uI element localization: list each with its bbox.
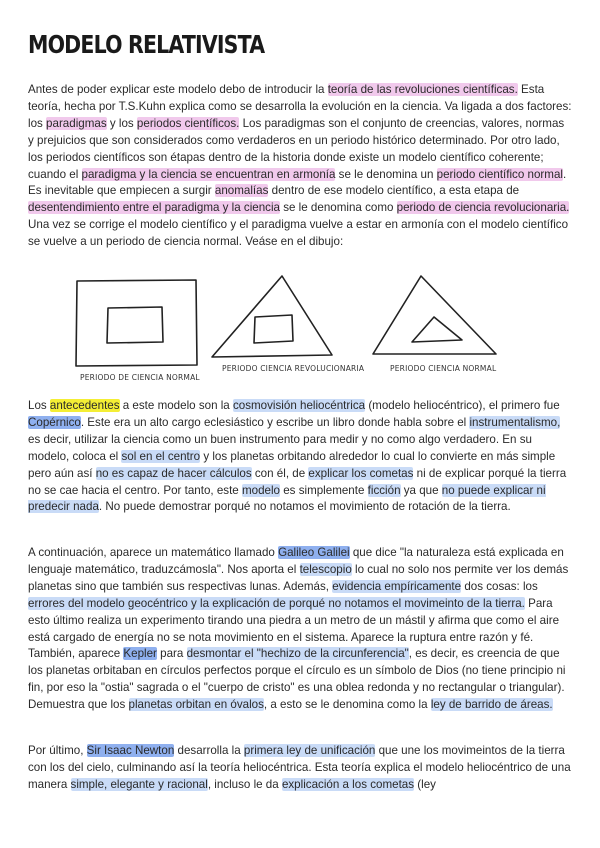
- highlighted-term: ley de barrido de áreas.: [430, 698, 553, 712]
- paragraph-text: Por último,: [28, 744, 87, 757]
- paragraph-text: , a esto se le denomina como la: [263, 698, 431, 712]
- paragraph-text: Esta teoría, hecha por T.S.Kuhn explica como se desarrolla la evolución en la ciencia. Va ligada a dos factores: los: [28, 83, 572, 130]
- highlighted-term: planetas orbitan en óvalos: [128, 698, 264, 712]
- outer-square-shape: [76, 280, 197, 366]
- highlighted-term: teoría de las revoluciones científicas.: [327, 83, 518, 96]
- highlighted-term: paradigmas: [46, 116, 107, 130]
- highlighted-term: no es capaz de hacer cálculos: [95, 466, 252, 480]
- caption-normal-1: PERIODO DE CIENCIA NORMAL: [80, 373, 200, 382]
- paragraph-text: que une los movimeintos de la tierra con los del cielo, culminando así la teoría heliocéntrica. Esta teoría explica el modelo heliocéntrico de una manera: [28, 744, 571, 791]
- caption-normal-2: PERIODO CIENCIA NORMAL: [390, 364, 497, 373]
- highlighted-term: antecedentes: [49, 399, 120, 412]
- highlighted-term: periodos científicos.: [136, 116, 240, 130]
- highlighted-term: sol en el centro: [121, 449, 201, 463]
- paragraph-newton: [28, 743, 573, 794]
- paragraph-text: que dice "la naturaleza está explicada en lenguaje matemático, traduzcámosla". Nos aporta el: [28, 546, 564, 576]
- paragraph-revoluciones: [28, 82, 573, 251]
- highlighted-term: paradigma y la ciencia se encuentran en armonía: [81, 167, 336, 181]
- page-title: MODELO RELATIVISTA: [28, 30, 265, 59]
- paragraph-text: y los: [106, 116, 137, 130]
- inner-square-shape: [107, 307, 163, 343]
- paragraph-text: lo cual no solo nos permite ver los demás planetas sino que también sus respectivas lunas. Además,: [28, 562, 569, 593]
- paragraph-text: , incluso le da: [207, 777, 282, 791]
- paragraph-text: se le denomina como: [280, 201, 397, 215]
- paragraph-text: Antes de poder explicar este modelo debo de introducir la: [28, 83, 328, 96]
- paragraph-text: ni de explicar porqué la tierra no se cae hacia el centro. Por tanto, este: [28, 466, 567, 497]
- inner-triangle-shape: [412, 317, 462, 342]
- paragraph-text: A continuación, aparece un matemático llamado: [28, 546, 279, 559]
- highlighted-term: ficción: [367, 483, 401, 497]
- paragraph-text: a este modelo son la: [119, 399, 233, 412]
- highlighted-term: modelo: [241, 483, 281, 497]
- paragraph-text: (modelo heliocéntrico), el primero fue: [365, 399, 560, 412]
- paragraph-text: dentro de ese modelo científico, a esta etapa de: [268, 184, 520, 198]
- highlighted-term: periodo científico normal: [436, 167, 563, 181]
- paragraph-text: . Es inevitable que empiecen a surgir: [28, 167, 567, 198]
- paradigm-diagram: [0, 268, 600, 388]
- highlighted-term: Copérnico: [28, 415, 81, 429]
- paragraph-text: (ley: [414, 777, 436, 791]
- paragraph-text: Los: [28, 399, 50, 412]
- highlighted-term: periodo de ciencia revolucionaria.: [396, 201, 570, 215]
- highlighted-term: Sir Isaac Newton: [86, 744, 175, 757]
- paragraph-text: con él, de: [251, 466, 309, 480]
- paragraph-text: desarrolla la: [174, 744, 244, 757]
- highlighted-term: evidencia empíricamente: [332, 579, 462, 593]
- highlighted-term: telescopio: [299, 562, 352, 576]
- paragraph-text: Una vez se corrige el modelo científico y el paradigma vuelve a estar en armonía con el modelo científico se vuelve a un periodo de ciencia normal. Veáse en el dibujo:: [28, 218, 569, 249]
- paragraph-text: ya que: [400, 483, 442, 497]
- paragraph-text: dos cosas: los: [461, 579, 538, 593]
- highlighted-term: explicación a los cometas: [281, 777, 415, 791]
- highlighted-term: errores del modelo geocéntrico y la explicación de porqué no notamos el movimeinto de la tierra.: [28, 596, 525, 610]
- highlighted-term: cosmovisión heliocéntrica: [232, 399, 366, 412]
- highlighted-term: instrumentalismo,: [469, 415, 561, 429]
- paragraph-text: y los planetas orbitando alrededor lo cual lo convierte en más simple pero aún así: [28, 449, 556, 480]
- highlighted-term: no puede explicar ni predecir nada: [28, 483, 546, 514]
- caption-revolucionaria: PERIODO CIENCIA REVOLUCIONARIA: [222, 364, 365, 373]
- inner-square-tilted-shape: [254, 315, 293, 343]
- paragraph-text: para: [156, 647, 187, 661]
- paragraph-text: . Este era un alto cargo eclesiástico y escribe un libro donde habla sobre el: [80, 415, 470, 429]
- paragraph-galileo: [28, 545, 573, 714]
- highlighted-term: anomalías: [214, 184, 269, 198]
- paragraph-text: , es decir, es creencia de que los planetas orbitaban en círculos perfectos porque el círculo es un símbolo de Dios (no tiene principio ni fin, por eso la "ostia" sagrada o el "cuerpo de cristo" es una oblea redonda y no rectangular o triangular). Demuestra que los: [28, 647, 566, 712]
- highlighted-term: primera ley de unificación: [243, 744, 376, 757]
- paragraph-text: Para esto último realiza un experimento tirando una piedra a un metro de un mástil y afirma que como el aire está cargado de energía no se nota movimiento en el sistema. Aparece la ruptura entre razón y fé. También, aparece: [28, 596, 560, 661]
- outer-triangle-2-shape: [373, 276, 496, 354]
- paragraph-text: Los paradigmas son el conjunto de creencias, valores, normas y prejuicios que son considerados como verdaderos en un periodo histórico determinado. Por otro lado, los periodos científicos son étapas dentro de la historia donde existe un modelo científico coherente; cuando el: [28, 116, 565, 181]
- highlighted-term: Galileo Galilei: [278, 546, 350, 559]
- highlighted-term: Kepler: [123, 647, 157, 661]
- paragraph-antecedentes: [28, 398, 573, 516]
- paragraph-text: es decir, utilizar la ciencia como un buen instrumento para medir y no como algo verdadero. En su modelo, coloca el: [28, 432, 532, 463]
- highlighted-term: explicar los cometas: [308, 466, 414, 480]
- paragraph-text: se le denomina un: [335, 167, 437, 181]
- paragraph-text: . No puede demostrar porqué no notamos el movimiento de rotación de la tierra.: [98, 500, 511, 514]
- highlighted-term: simple, elegante y racional: [70, 777, 208, 791]
- paragraph-text: es simplemente: [280, 483, 368, 497]
- highlighted-term: desentendimiento entre el paradigma y la ciencia: [28, 201, 280, 215]
- highlighted-term: desmontar el "hechizo de la circunferencia": [186, 647, 409, 661]
